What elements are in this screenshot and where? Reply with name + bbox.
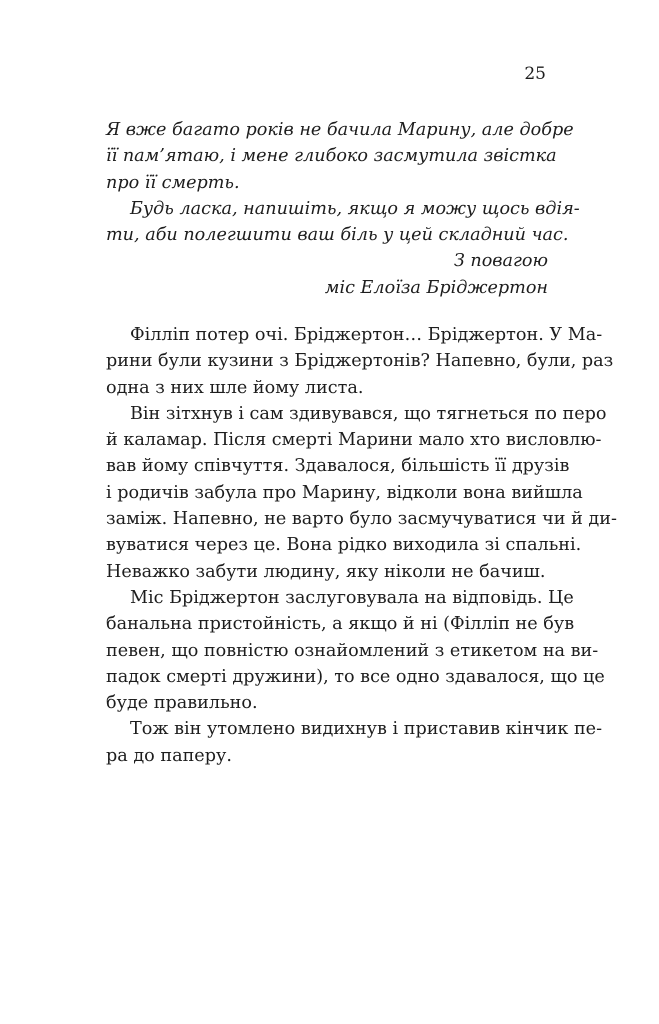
body-line: вуватися через це. Вона рідко виходила зі спальні. [106, 535, 582, 556]
body-line: падок смерті дружини), то все одно здавалося, що це [106, 666, 605, 687]
body-line: Неважко забути людину, яку ніколи не бачиш. [106, 561, 546, 582]
body-paragraph [106, 585, 605, 716]
body-line: Він зітхнув і сам здивувався, що тягнеться по перо [130, 403, 607, 424]
body-line: вав йому співчуття. Здавалося, більшість її друзів [106, 456, 570, 477]
body-line: рини були кузини з Бріджертонів? Напевно, були, раз [106, 351, 614, 372]
body-line: певен, що повністю ознайомлений з етикетом на ви- [106, 640, 599, 661]
letter-line: ти, аби полегшити ваш біль у цей складний час. [106, 225, 569, 246]
letter-paragraph-2 [106, 196, 580, 249]
body-text [106, 322, 617, 769]
letter-line: про її смерть. [106, 172, 240, 193]
body-line: заміж. Напевно, не варто було засмучуватися чи й ди- [106, 509, 617, 530]
body-line: банальна пристойність, а якщо й ні (Філліп не був [106, 614, 575, 635]
letter-line: її пам’ятаю, і мене глибоко засмутила звістка [106, 146, 557, 167]
body-paragraph [106, 401, 617, 585]
body-line: Філліп потер очі. Бріджертон… Бріджертон. У Ма- [130, 325, 603, 345]
letter-quote [106, 117, 580, 301]
body-line: ра до паперу. [106, 745, 232, 766]
body-paragraph [106, 322, 614, 401]
letter-signature: міс Елоїза Бріджертон [324, 277, 548, 298]
body-line: і родичів забула про Марину, відколи вона вийшла [106, 482, 583, 503]
letter-line: Будь ласка, напишіть, якщо я можу щось вдія- [130, 198, 580, 219]
body-line: Міс Бріджертон заслуговувала на відповідь. Це [130, 587, 574, 608]
body-line: одна з них шле йому листа. [106, 377, 364, 398]
letter-paragraph-1 [106, 117, 574, 196]
body-line: Тож він утомлено видихнув і приставив кінчик пе- [130, 719, 603, 740]
letter-closing: З повагою [453, 251, 548, 272]
page-number: 25 [524, 64, 546, 84]
body-paragraph [106, 716, 603, 769]
letter-line: Я вже багато років не бачила Марину, але добре [106, 120, 574, 140]
body-line: й каламар. Після смерті Марини мало хто висловлю- [106, 430, 602, 451]
body-line: буде правильно. [106, 693, 258, 714]
